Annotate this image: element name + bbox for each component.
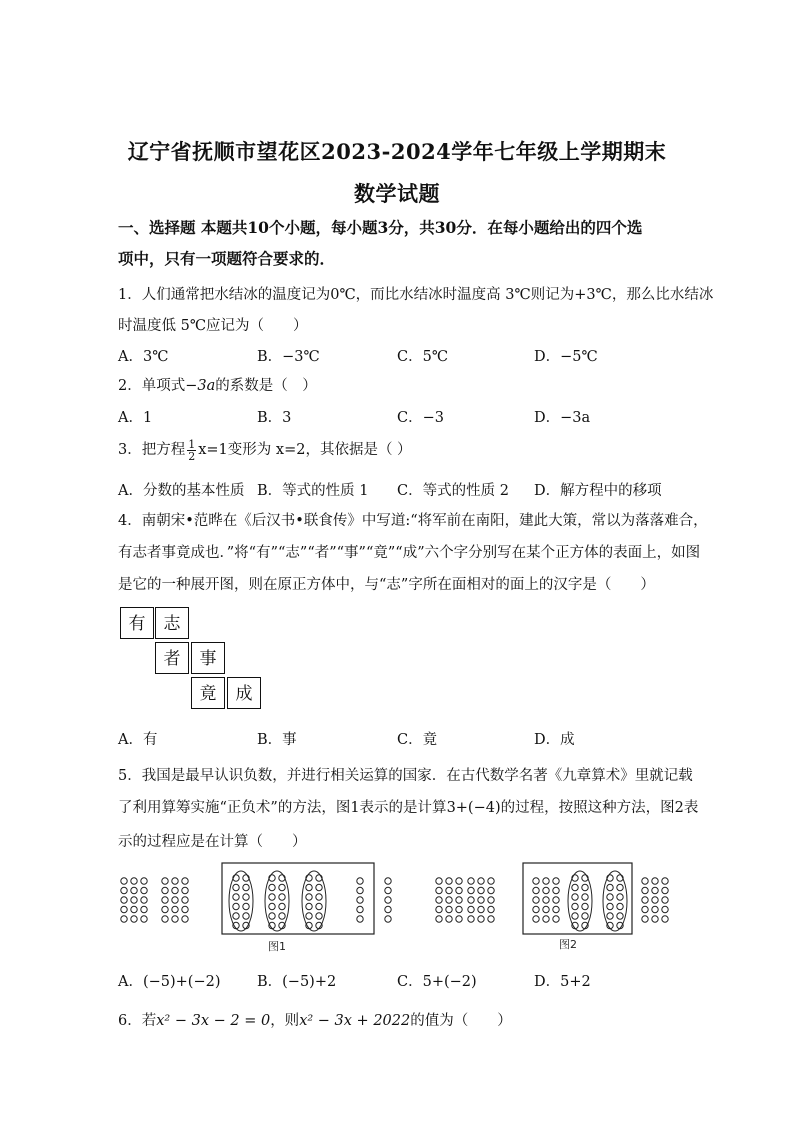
counting-rod-dot [131, 897, 137, 903]
counting-rod-dot [533, 916, 539, 922]
counting-rod-dot [582, 903, 588, 909]
counting-rod-dot [652, 906, 658, 912]
q4-text: 4．南朝宋•范晔在《后汉书•联食传》中写道:“将军前在南阳，建此大策，常以为落落难合， [118, 513, 708, 529]
q3-option-a: A．分数的基本性质 [118, 483, 245, 499]
counting-rod-dot [617, 894, 623, 900]
counting-rod-dot [279, 913, 285, 919]
counting-rod-dot [617, 903, 623, 909]
counting-rod-dot [233, 903, 239, 909]
counting-rod-dot [456, 887, 462, 893]
counting-rod-dot [543, 878, 549, 884]
counting-rod-dot [172, 897, 178, 903]
counting-rod-dot [582, 894, 588, 900]
q5-text: 5．我国是最早认识负数，并进行相关运算的国家．在古代数学名著《九章算术》里就记载 [118, 768, 693, 784]
counting-rod-dot [607, 884, 613, 890]
counting-rod-dot [488, 906, 494, 912]
q5-text-part2: 的过程，按照这种方法，图2表 [500, 800, 699, 816]
counting-rod-dot [436, 887, 442, 893]
counting-rod-dot [306, 903, 312, 909]
counting-rod-dot [652, 878, 658, 884]
counting-rod-dot [172, 916, 178, 922]
counting-rod-dot [141, 897, 147, 903]
q3-option-d: D．解方程中的移项 [534, 483, 662, 499]
q1-option-d: D．−5℃ [534, 349, 598, 365]
counting-rod-dot [162, 897, 168, 903]
counting-rod-dot [357, 906, 363, 912]
counting-rod-dot [478, 878, 484, 884]
net-cell-4: 事 [191, 642, 225, 674]
counting-rod-dot [553, 916, 559, 922]
counting-rod-dot [357, 878, 363, 884]
counting-rod-dot [121, 887, 127, 893]
counting-rod-dot [269, 903, 275, 909]
counting-rod-dot [607, 913, 613, 919]
counting-rod-dot [385, 878, 391, 884]
counting-rod-dot [456, 906, 462, 912]
counting-rod-dot [488, 916, 494, 922]
counting-rod-dot [141, 916, 147, 922]
q2-option-d: D．−3a [534, 410, 591, 426]
counting-rod-dot [269, 894, 275, 900]
q1-text-cont: 时温度低 5℃应记为（ ） [118, 318, 308, 334]
counting-rod-dot [121, 878, 127, 884]
q5-text-cont2: 示的过程应是在计算（ ） [118, 834, 307, 850]
counting-rod-dot [269, 884, 275, 890]
counting-rod-dot [543, 887, 549, 893]
counting-rod-dot [662, 906, 668, 912]
q5-option-a: A．(−5)+(−2) [118, 974, 221, 990]
counting-rod-dot [617, 884, 623, 890]
q4-option-c: C．竟 [397, 732, 438, 748]
q6-text [118, 1009, 512, 1030]
counting-rod-dot [316, 903, 322, 909]
fig1-label: 图1 [268, 940, 286, 953]
counting-rod-dot [357, 887, 363, 893]
counting-rod-dot [662, 878, 668, 884]
counting-rod-dot [533, 887, 539, 893]
counting-rod-dot [279, 903, 285, 909]
q3-fraction: $\frac{1}{2}$ [188, 437, 196, 463]
counting-rod-dot [642, 878, 648, 884]
q6-suffix: 的值为（ ） [410, 1013, 512, 1029]
counting-rod-dot [468, 916, 474, 922]
counting-rod-dot [131, 916, 137, 922]
counting-rod-dot [306, 894, 312, 900]
net-cell-2: 志 [155, 607, 189, 639]
counting-rod-dot [121, 916, 127, 922]
counting-rod-dot [488, 878, 494, 884]
q5-text-cont [118, 796, 698, 817]
counting-rod-dot [572, 884, 578, 890]
counting-rod-dot [121, 897, 127, 903]
counting-rod-dot [316, 884, 322, 890]
counting-rod-dot [446, 916, 452, 922]
counting-rod-dot [662, 887, 668, 893]
counting-rod-dot [131, 878, 137, 884]
counting-rod-dot [162, 916, 168, 922]
q4-option-a: A．有 [118, 732, 158, 748]
q4-text-cont2: 是它的一种展开图，则在原正方体中，与“志”字所在面相对的面上的汉字是（ ） [118, 577, 655, 593]
q3-prefix: 3．把方程 [118, 442, 186, 458]
counting-rod-dot [582, 884, 588, 890]
counting-rod-dot [607, 903, 613, 909]
counting-rod-dot [141, 878, 147, 884]
counting-rod-dot [456, 897, 462, 903]
counting-rod-dot [662, 916, 668, 922]
q5-option-d: D．5+2 [534, 974, 591, 990]
counting-rod-dot [642, 887, 648, 893]
q6-expression1: x² − 3x − 2 = 0 [156, 1013, 271, 1029]
counting-rod-dot [533, 897, 539, 903]
counting-rod-dot [456, 878, 462, 884]
counting-rod-dot [243, 894, 249, 900]
q2-suffix: 的系数是（ ） [215, 378, 317, 394]
counting-rod-dot [543, 897, 549, 903]
counting-rod-dot [446, 906, 452, 912]
counting-rod-dot [642, 897, 648, 903]
counting-rod-dot [436, 906, 442, 912]
counting-rod-dot [543, 906, 549, 912]
counting-rod-dot [279, 894, 285, 900]
counting-rod-dot [141, 906, 147, 912]
counting-rod-dot [243, 913, 249, 919]
q6-mid: ，则 [270, 1013, 300, 1029]
counting-rod-dot [233, 913, 239, 919]
q1-option-b: B．−3℃ [257, 349, 320, 365]
fig1-pair-oval [265, 871, 289, 931]
q5-option-b: B．(−5)+2 [257, 974, 337, 990]
q5-expression: 3+(−4) [446, 800, 501, 816]
q4-option-d: D．成 [534, 732, 575, 748]
counting-rod-dot [478, 897, 484, 903]
counting-rod-dot [468, 897, 474, 903]
counting-rod-dot [446, 897, 452, 903]
counting-rod-dot [385, 897, 391, 903]
counting-rod-dot [233, 884, 239, 890]
section-heading-cont: 项中，只有一项题符合要求的． [118, 249, 336, 268]
counting-rod-dot [478, 887, 484, 893]
q6-expression2: x² − 3x + 2022 [299, 1013, 411, 1029]
counting-rod-dot [488, 897, 494, 903]
q3-text [118, 438, 412, 462]
counting-rod-dot [617, 913, 623, 919]
counting-rod-dot [572, 903, 578, 909]
counting-rod-dot [652, 897, 658, 903]
q2-option-c: C．−3 [397, 410, 444, 426]
fig1-pair-oval [302, 871, 326, 931]
counting-rod-dot [182, 897, 188, 903]
counting-rod-dot [131, 887, 137, 893]
counting-rod-dot [642, 906, 648, 912]
q2-option-b: B．3 [257, 410, 292, 426]
q5-option-c: C．5+(−2) [397, 974, 477, 990]
counting-rod-dot [553, 906, 559, 912]
counting-rod-dot [162, 878, 168, 884]
counting-rod-dot [607, 894, 613, 900]
counting-rod-dot [582, 913, 588, 919]
counting-rod-dot [468, 878, 474, 884]
fig2-pair-oval [603, 871, 627, 931]
counting-rod-dot [488, 887, 494, 893]
counting-rods-figure [110, 858, 690, 958]
q2-prefix: 2．单项式 [118, 378, 186, 394]
net-cell-1: 有 [120, 607, 154, 639]
fig2-pair-oval [568, 871, 592, 931]
counting-rod-dot [385, 916, 391, 922]
counting-rod-dot [182, 916, 188, 922]
counting-rod-dot [652, 887, 658, 893]
counting-rod-dot [172, 906, 178, 912]
counting-rod-dot [172, 887, 178, 893]
counting-rod-dot [662, 897, 668, 903]
counting-rod-dot [436, 916, 442, 922]
counting-rod-dot [533, 906, 539, 912]
q4-option-b: B．事 [257, 732, 297, 748]
q1-option-a: A．3℃ [118, 349, 169, 365]
q1-text: 1．人们通常把水结冰的温度记为0℃，而比水结冰时温度高 3℃则记为+3℃，那么比水结冰 [118, 287, 714, 303]
net-cell-5: 竟 [191, 677, 225, 709]
counting-rod-dot [446, 887, 452, 893]
counting-rod-dot [468, 906, 474, 912]
counting-rod-dot [446, 878, 452, 884]
counting-rod-dot [121, 906, 127, 912]
counting-rod-dot [357, 897, 363, 903]
q3-option-c: C．等式的性质 2 [397, 483, 509, 499]
counting-rod-dot [316, 913, 322, 919]
counting-rod-dot [553, 887, 559, 893]
counting-rod-dot [543, 916, 549, 922]
counting-rod-dot [357, 916, 363, 922]
counting-rod-dot [385, 906, 391, 912]
net-cell-3: 者 [155, 642, 189, 674]
counting-rod-dot [436, 897, 442, 903]
counting-rod-dot [172, 878, 178, 884]
q2-option-a: A．1 [118, 410, 153, 426]
counting-rod-dot [642, 916, 648, 922]
counting-rod-dot [478, 916, 484, 922]
counting-rod-dot [306, 884, 312, 890]
q3-suffix: x=1变形为 x=2，其依据是（ ） [198, 442, 412, 458]
q2-expression: −3a [185, 378, 216, 394]
counting-rod-dot [316, 894, 322, 900]
counting-rod-dot [385, 887, 391, 893]
q6-prefix: 6．若 [118, 1013, 157, 1029]
net-cell-6: 成 [227, 677, 261, 709]
counting-rod-dot [243, 903, 249, 909]
counting-rod-dot [478, 906, 484, 912]
counting-rod-dot [279, 884, 285, 890]
counting-rod-dot [162, 887, 168, 893]
counting-rod-dot [141, 887, 147, 893]
counting-rod-dot [233, 894, 239, 900]
q3-option-b: B．等式的性质 1 [257, 483, 369, 499]
counting-rod-dot [269, 913, 275, 919]
counting-rod-dot [468, 887, 474, 893]
counting-rod-dot [553, 878, 559, 884]
q4-text-cont: 有志者事竟成也．”将“有”“志”“者”“事”“竟”“成”六个字分别写在某个正方体的表面上，如图 [118, 545, 701, 561]
q2-text [118, 374, 317, 395]
counting-rod-dot [182, 878, 188, 884]
counting-rod-dot [533, 878, 539, 884]
exam-title: 辽宁省抚顺市望花区2023-2024学年七年级上学期期末 [127, 139, 667, 164]
section-heading: 一、选择题 本题共10个小题，每小题3分，共30分．在每小题给出的四个选 [118, 218, 643, 237]
counting-rod-dot [182, 887, 188, 893]
counting-rod-dot [306, 913, 312, 919]
fig2-label: 图2 [559, 938, 577, 951]
counting-rod-dot [436, 878, 442, 884]
fig1-frame [222, 863, 374, 934]
counting-rod-dot [572, 913, 578, 919]
exam-subtitle: 数学试题 [354, 181, 440, 206]
counting-rod-dot [572, 894, 578, 900]
counting-rod-dot [652, 916, 658, 922]
counting-rod-dot [553, 897, 559, 903]
counting-rod-dot [456, 916, 462, 922]
counting-rod-dot [243, 884, 249, 890]
counting-rod-dot [162, 906, 168, 912]
q5-text-part: 了利用算筹实施“正负术”的方法，图1表示的是计算 [118, 800, 447, 816]
counting-rod-dot [131, 906, 137, 912]
counting-rod-dot [182, 906, 188, 912]
q1-option-c: C．5℃ [397, 349, 449, 365]
fig1-pair-oval [229, 871, 253, 931]
